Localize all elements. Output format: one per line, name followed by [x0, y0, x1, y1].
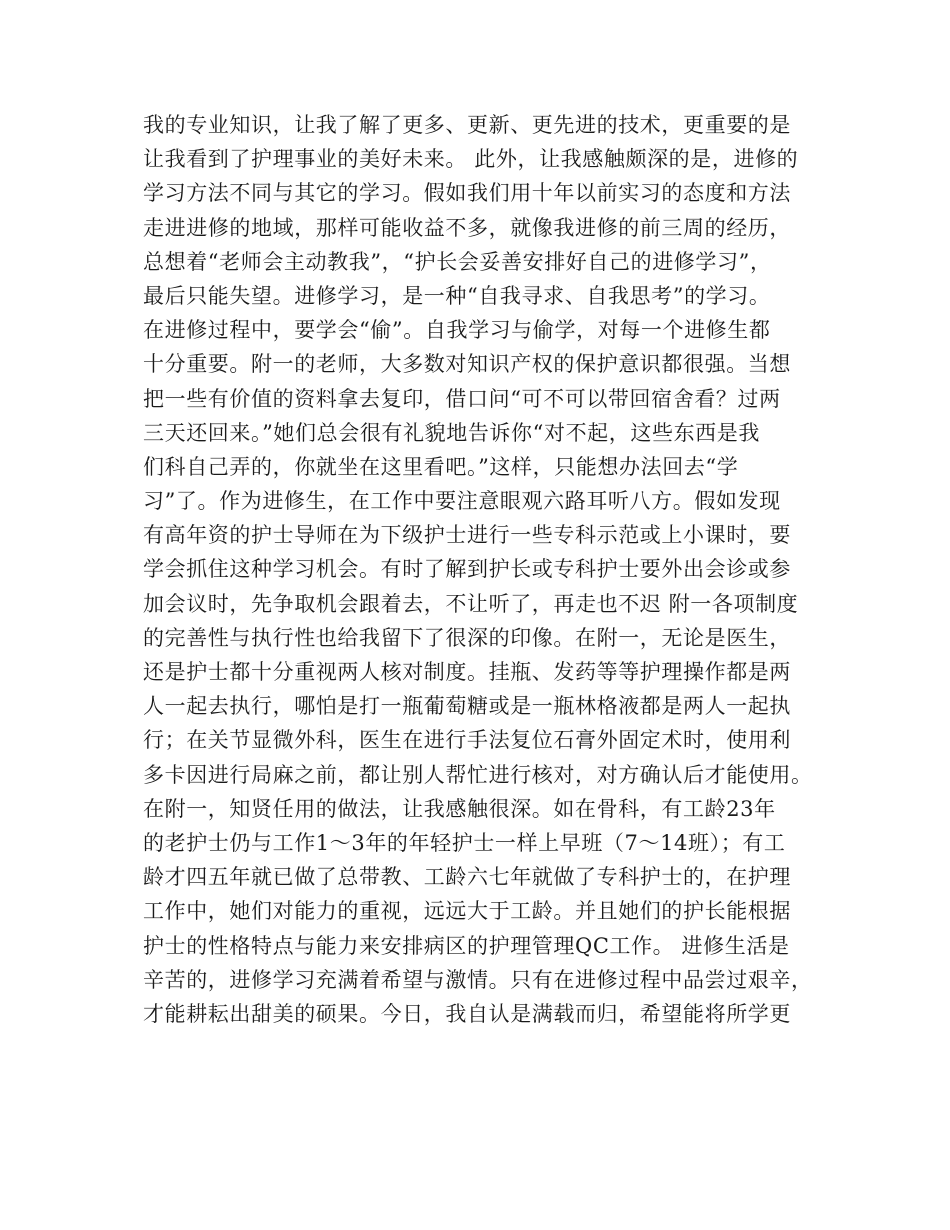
text-line: 最后只能失望。进修学习，是一种“自我寻求、自我思考”的学习。 — [143, 283, 771, 308]
text-line: 人一起去执行，哪怕是打一瓶葡萄糖或是一瓶林格液都是两人一起执 — [143, 694, 791, 719]
text-line: 在进修过程中，要学会“偷”。自我学习与偷学，对每一个进修生都 — [143, 318, 771, 343]
text-line: 十分重要。附一的老师，大多数对知识产权的保护意识都很强。当想 — [143, 352, 791, 377]
text-line: 护士的性格特点与能力来安排病区的护理管理QC工作。 进修生活是 — [143, 933, 790, 958]
text-line: 让我看到了护理事业的美好未来。 此外，让我感触颇深的是，进修的 — [143, 147, 799, 172]
text-line: 习”了。作为进修生，在工作中要注意眼观六路耳听八方。假如发现 — [143, 489, 781, 514]
text-line: 行；在关节显微外科，医生在进行手法复位石膏外固定术时，使用利 — [143, 728, 791, 753]
text-line: 龄才四五年就已做了总带教、工龄六七年就做了专科护士的，在护理 — [143, 865, 791, 890]
text-line: 才能耕耘出甜美的硕果。今日，我自认是满载而归，希望能将所学更 — [143, 1001, 791, 1026]
text-line: 工作中，她们对能力的重视，远远大于工龄。并且她们的护长能根据 — [143, 899, 791, 924]
text-line: 辛苦的，进修学习充满着希望与激情。只有在进修过程中品尝过艰辛， — [143, 967, 813, 992]
text-line: 多卡因进行局麻之前，都让别人帮忙进行核对，对方确认后才能使用。 — [143, 762, 813, 787]
text-line: 总想着“老师会主动教我”，“护长会妥善安排好自己的进修学习”， — [143, 249, 772, 274]
text-line: 加会议时，先争取机会跟着去，不让听了，再走也不迟 附一各项制度 — [143, 591, 799, 616]
body-text — [143, 108, 823, 1031]
text-line: 走进进修的地域，那样可能收益不多，就像我进修的前三周的经历， — [143, 215, 791, 240]
text-line: 三天还回来。”她们总会很有礼貌地告诉你“对不起，这些东西是我 — [143, 420, 760, 445]
text-line: 有高年资的护士导师在为下级护士进行一些专科示范或上小课时，要 — [143, 523, 791, 548]
text-line: 我的专业知识，让我了解了更多、更新、更先进的技术，更重要的是 — [143, 113, 791, 137]
text-line: 学会抓住这种学习机会。有时了解到护长或专科护士要外出会诊或参 — [143, 557, 791, 582]
text-line: 的老护士仍与工作1～3年的年轻护士一样上早班（7～14班）；有工 — [143, 830, 786, 855]
text-line: 把一些有价值的资料拿去复印，借口问“可不可以带回宿舍看？过两 — [143, 386, 781, 411]
text-line: 们科自己弄的，你就坐在这里看吧。”这样，只能想办法回去“学 — [143, 454, 739, 479]
text-line: 的完善性与执行性也给我留下了很深的印像。在附一，无论是医生， — [143, 625, 791, 650]
text-line: 在附一，知贤任用的做法，让我感触很深。如在骨科，有工龄23年 — [143, 796, 776, 821]
text-line: 学习方法不同与其它的学习。假如我们用十年以前实习的态度和方法 — [143, 181, 791, 206]
text-line: 还是护士都十分重视两人核对制度。挂瓶、发药等等护理操作都是两 — [143, 660, 791, 684]
